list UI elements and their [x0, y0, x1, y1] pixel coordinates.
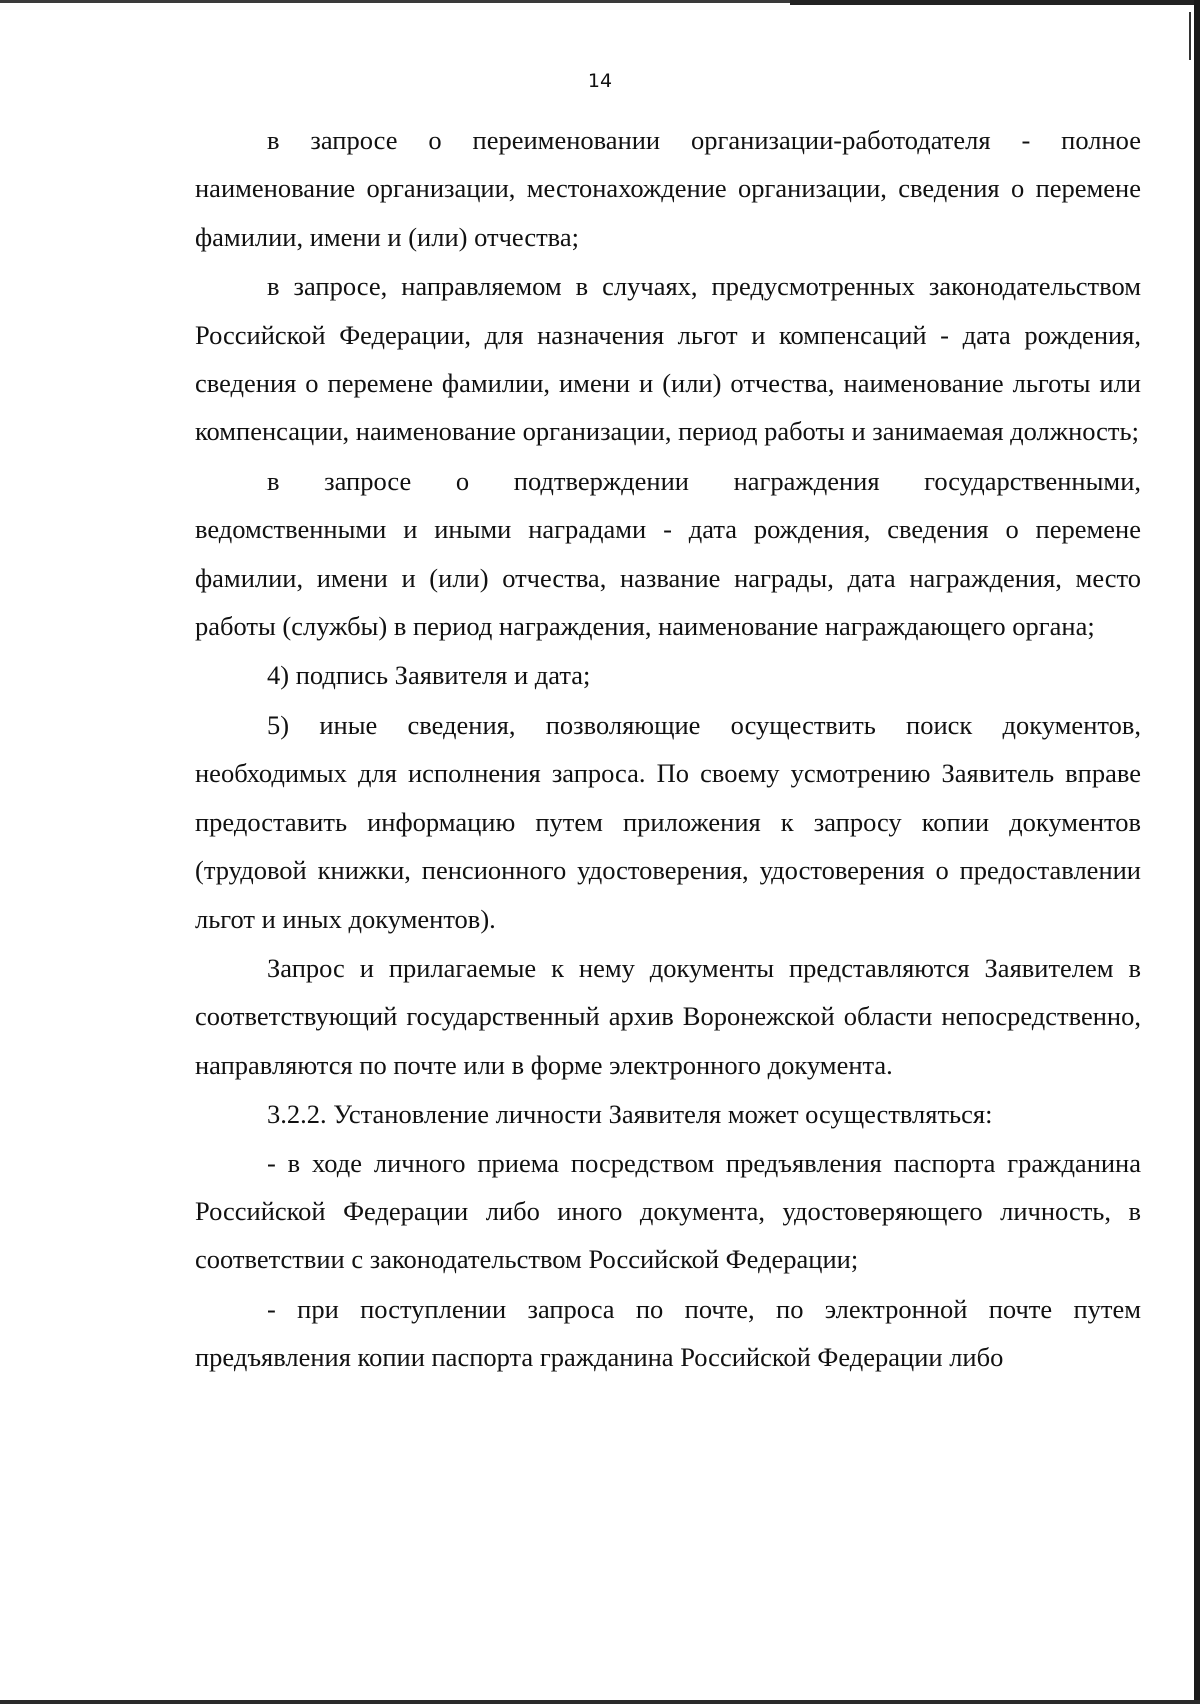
scan-edge-right — [1194, 0, 1200, 1704]
scan-mark-right — [1189, 12, 1191, 60]
document-body — [195, 116, 1141, 1382]
paragraph-other-info-item: 5) иные сведения, позволяющие осуществить поиск документов, необходимых для исполнения запроса. По своему усмотрению Заявитель вправе предоставить информацию путем приложения к запросу копии документов (трудовой книжки, пенсионного удостоверения, удостоверения о предоставлении льгот и иных документов). — [195, 709, 1141, 934]
paragraph-signature-item: 4) подпись Заявителя и дата; — [267, 660, 591, 691]
paragraph-benefits-request: в запросе, направляемом в случаях, предусмотренных законодательством Российской Федерации, для назначения льгот и компенсаций - дата рождения, сведения о перемене фамилии, имени и (или) отчества, наименование льготы или компенсации, наименование организации, период работы и занимаемая должность; — [195, 271, 1141, 447]
paragraph-rename-request: в запросе о переименовании организации-работодателя - полное наименование организации, местонахождение организации, сведения о перемене фамилии, имени и (или) отчества; — [195, 125, 1141, 252]
paragraph-identity-in-person: - в ходе личного приема посредством предъявления паспорта гражданина Российской Федерации либо иного документа, удостоверяющего личность, в соответствии с законодательством Российской Федерации; — [195, 1147, 1141, 1275]
paragraph-identity-heading: 3.2.2. Установление личности Заявителя может осуществляться: — [267, 1099, 993, 1130]
paragraph-awards-request: в запросе о подтверждении награждения государственными, ведомственными и иными наградами - дата рождения, сведения о перемене фамилии, имени и (или) отчества, название награды, дата награждения, место работы (службы) в период награждения, наименование награждающего органа; — [195, 465, 1141, 642]
scan-edge-bottom — [0, 1700, 1200, 1704]
scan-edge-top-right — [790, 0, 1200, 5]
paragraph-submission: Запрос и прилагаемые к нему документы представляются Заявителем в соответствующий государственный архив Воронежской области непосредственно, направляются по почте или в форме электронного документа. — [195, 952, 1141, 1080]
paragraph-identity-by-mail: - при поступлении запроса по почте, по электронной почте путем предъявления копии паспорта гражданина Российской Федерации либо — [195, 1293, 1141, 1373]
page-number: 14 — [587, 70, 613, 92]
